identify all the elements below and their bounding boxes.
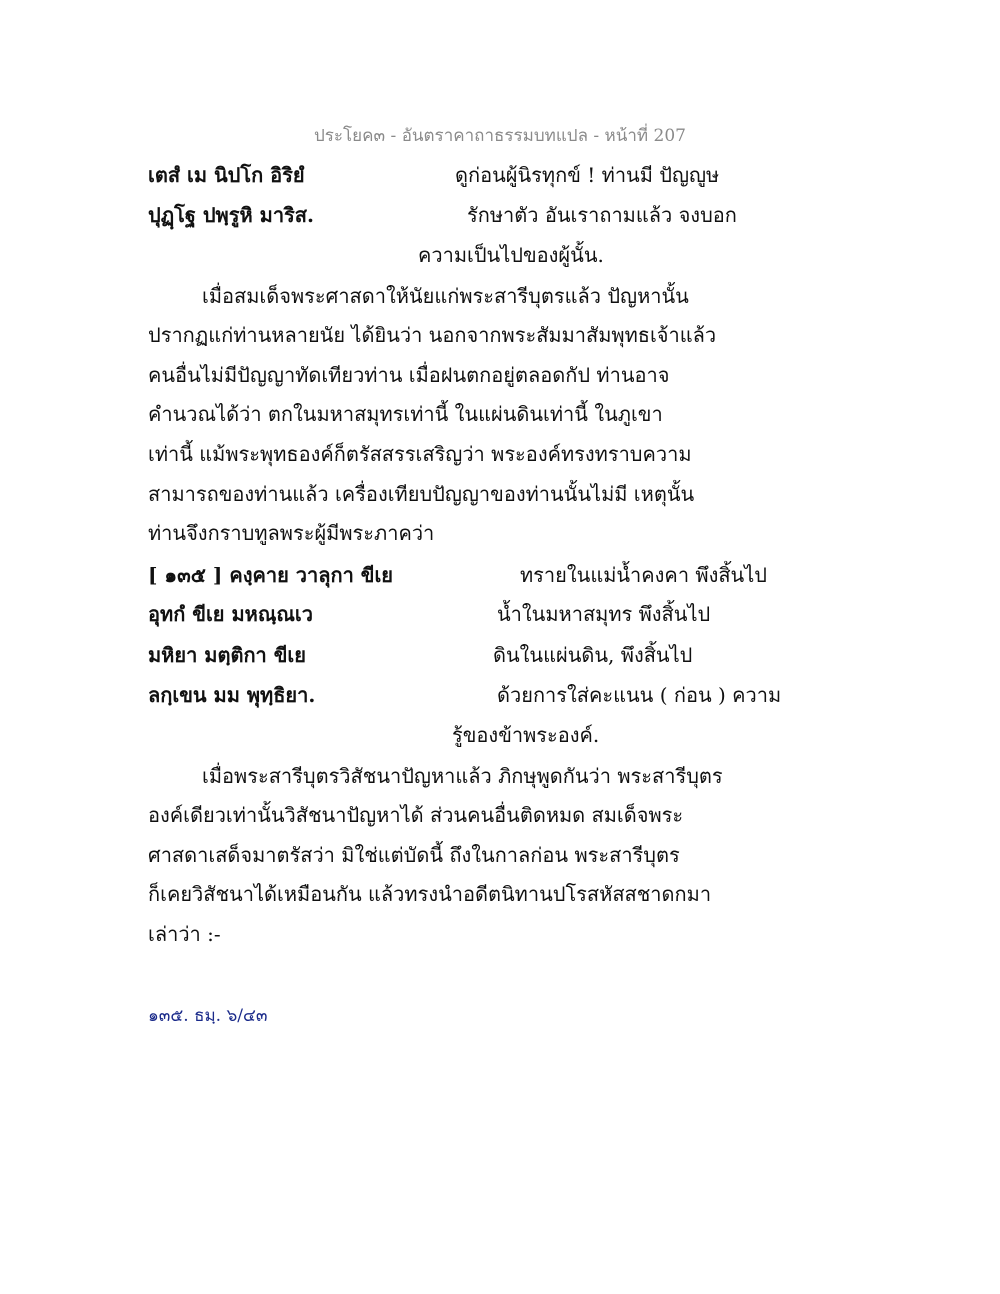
verse1-trans-line-2: รักษาตัว อันเราถามแล้ว จงบอก xyxy=(467,203,737,227)
verse1-trans-continuation: ความเป็นไปของผู้นั้น. xyxy=(418,243,604,267)
page-header: ประโยค๓ - อันตราคาถาธรรมบทแปล - หน้าที่ 207 xyxy=(314,126,686,146)
para2-line-3: ศาสดาเสด็จมาตรัสว่า มิใช่แต่บัดนี้ ถึงในกาลก่อน พระสารีบุตร xyxy=(148,843,680,867)
verse2-trans-line-2: น้ำในมหาสมุทร พึงสิ้นไป xyxy=(497,602,711,626)
para1-line-3: คนอื่นไม่มีปัญญาทัดเทียวท่าน เมื่อฝนตกอยู่ตลอดกัป ท่านอาจ xyxy=(148,363,670,387)
para2-line-4: ก็เคยวิสัชนาได้เหมือนกัน แล้วทรงนำอดีตนิทานปโรสหัสสชาดกมา xyxy=(148,882,712,906)
para2-line-2: องค์เดียวเท่านั้นวิสัชนาปัญหาได้ ส่วนคนอื่นติดหมด สมเด็จพระ xyxy=(148,803,684,827)
verse1-trans-line-1: ดูก่อนผู้นิรทุกข์ ! ท่านมี ปัญญูษ xyxy=(455,163,720,187)
para2-line-5: เล่าว่า :- xyxy=(148,922,221,946)
verse2-pali-line-1: [ ๑๓๕ ] คงฺคาย วาลุกา ขีเย xyxy=(148,563,393,587)
para1-line-1: เมื่อสมเด็จพระศาสดาให้นัยแก่พระสารีบุตรแล้ว ปัญหานั้น xyxy=(202,284,689,308)
verse2-pali-line-2: อุทกํ ขีเย มหณฺณเว xyxy=(148,602,313,626)
para1-line-2: ปรากฏแก่ท่านหลายนัย ได้ยินว่า นอกจากพระสัมมาสัมพุทธเจ้าแล้ว xyxy=(148,323,717,347)
para1-line-7: ท่านจึงกราบทูลพระผู้มีพระภาคว่า xyxy=(148,521,435,545)
footnote: ๑๓๕. ธมฺ. ๖/๔๓ xyxy=(148,1006,268,1026)
verse1-pali-line-2: ปุฏฺโฐ ปพฺรูหิ มาริส. xyxy=(148,203,314,227)
verse2-trans-line-1: ทรายในแม่น้ำคงคา พึงสิ้นไป xyxy=(520,563,767,587)
verse2-trans-line-4: ด้วยการใส่คะแนน ( ก่อน ) ความ xyxy=(497,683,782,707)
para1-line-4: คำนวณได้ว่า ตกในมหาสมุทรเท่านี้ ในแผ่นดินเท่านี้ ในภูเขา xyxy=(148,402,663,426)
verse2-trans-continuation: รู้ของข้าพระองค์. xyxy=(452,723,600,747)
verse2-pali-line-3: มหิยา มตฺติกา ขีเย xyxy=(148,643,306,667)
verse1-pali-line-1: เตสํ เม นิปโก อิริยํ xyxy=(148,163,305,187)
verse2-trans-line-3: ดินในแผ่นดิน, พึงสิ้นไป xyxy=(493,643,693,667)
verse2-pali-line-4: ลกฺเขน มม พุทฺธิยา. xyxy=(148,683,316,707)
para2-line-1: เมื่อพระสารีบุตรวิสัชนาปัญหาแล้ว ภิกษุพูดกันว่า พระสารีบุตร xyxy=(202,764,723,788)
para1-line-6: สามารถของท่านแล้ว เครื่องเทียบปัญญาของท่านนั้นไม่มี เหตุนั้น xyxy=(148,482,695,506)
para1-line-5: เท่านี้ แม้พระพุทธองค์ก็ตรัสสรรเสริญว่า พระองค์ทรงทราบความ xyxy=(148,442,692,466)
